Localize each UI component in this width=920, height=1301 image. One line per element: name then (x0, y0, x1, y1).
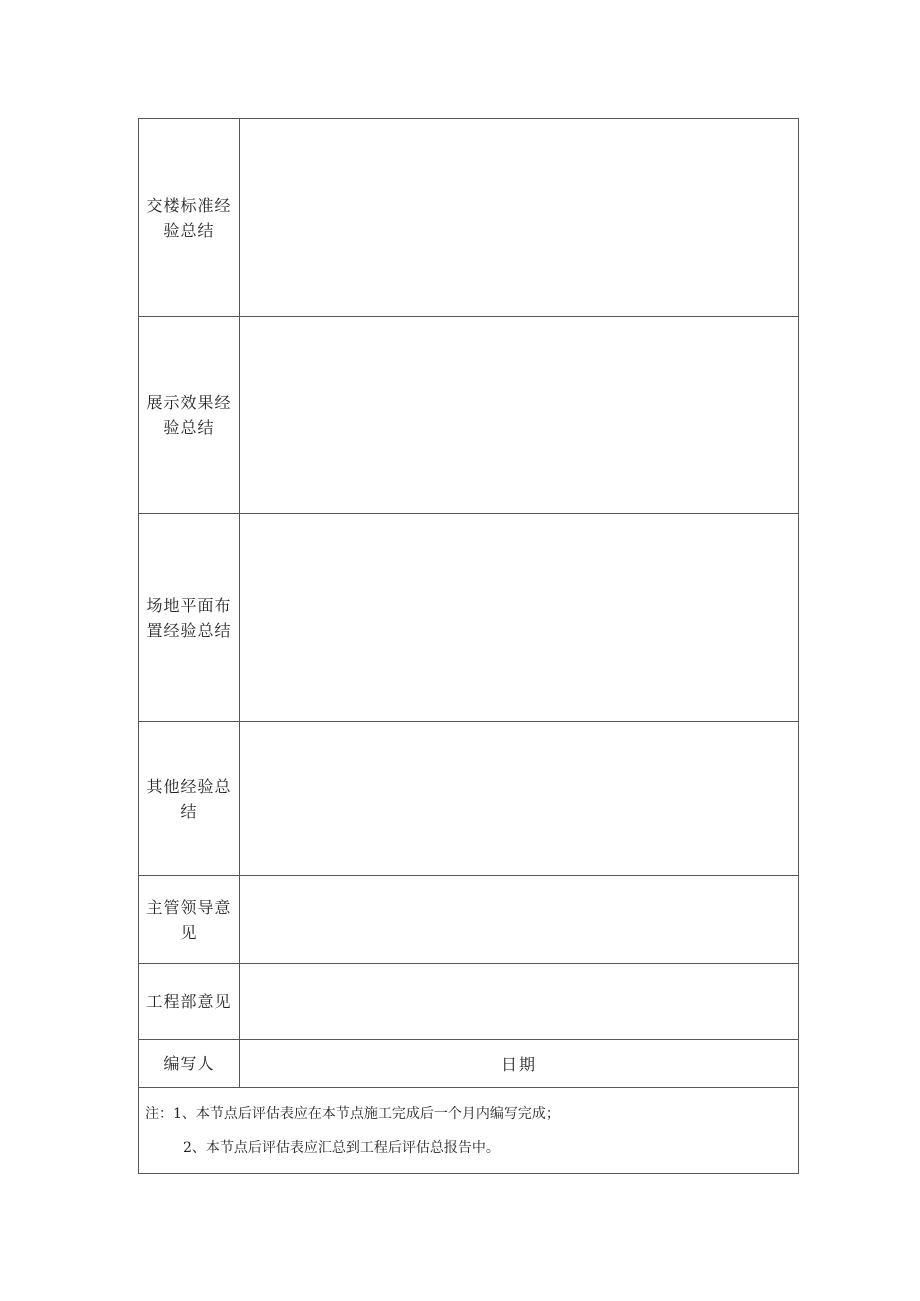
supervisor-opinion-label: 主管领导意见 (139, 876, 240, 964)
notes-row (139, 1088, 799, 1174)
evaluation-form-table (138, 118, 799, 1174)
display-summary-label: 展示效果经验总结 (139, 317, 240, 514)
display-summary-field[interactable] (240, 317, 799, 514)
handover-summary-field[interactable] (240, 119, 799, 317)
site-layout-summary-row (139, 514, 799, 722)
writer-date-row (139, 1040, 799, 1088)
supervisor-opinion-row (139, 876, 799, 964)
handover-summary-row (139, 119, 799, 317)
engineering-opinion-row (139, 964, 799, 1040)
date-label: 日期 (240, 1040, 799, 1088)
writer-label: 编写人 (139, 1040, 240, 1088)
note-line-1: 注：1、本节点后评估表应在本节点施工完成后一个月内编写完成； (145, 1105, 560, 1122)
handover-summary-label: 交楼标准经验总结 (139, 119, 240, 317)
other-summary-row (139, 722, 799, 876)
engineering-opinion-field[interactable] (240, 964, 799, 1040)
other-summary-label: 其他经验总结 (139, 722, 240, 876)
site-layout-summary-label: 场地平面布置经验总结 (139, 514, 240, 722)
note-line-2: 2、本节点后评估表应汇总到工程后评估总报告中。 (183, 1139, 500, 1156)
engineering-opinion-label: 工程部意见 (139, 964, 240, 1040)
other-summary-field[interactable] (240, 722, 799, 876)
site-layout-summary-field[interactable] (240, 514, 799, 722)
supervisor-opinion-field[interactable] (240, 876, 799, 964)
display-summary-row (139, 317, 799, 514)
notes-cell (139, 1088, 799, 1174)
